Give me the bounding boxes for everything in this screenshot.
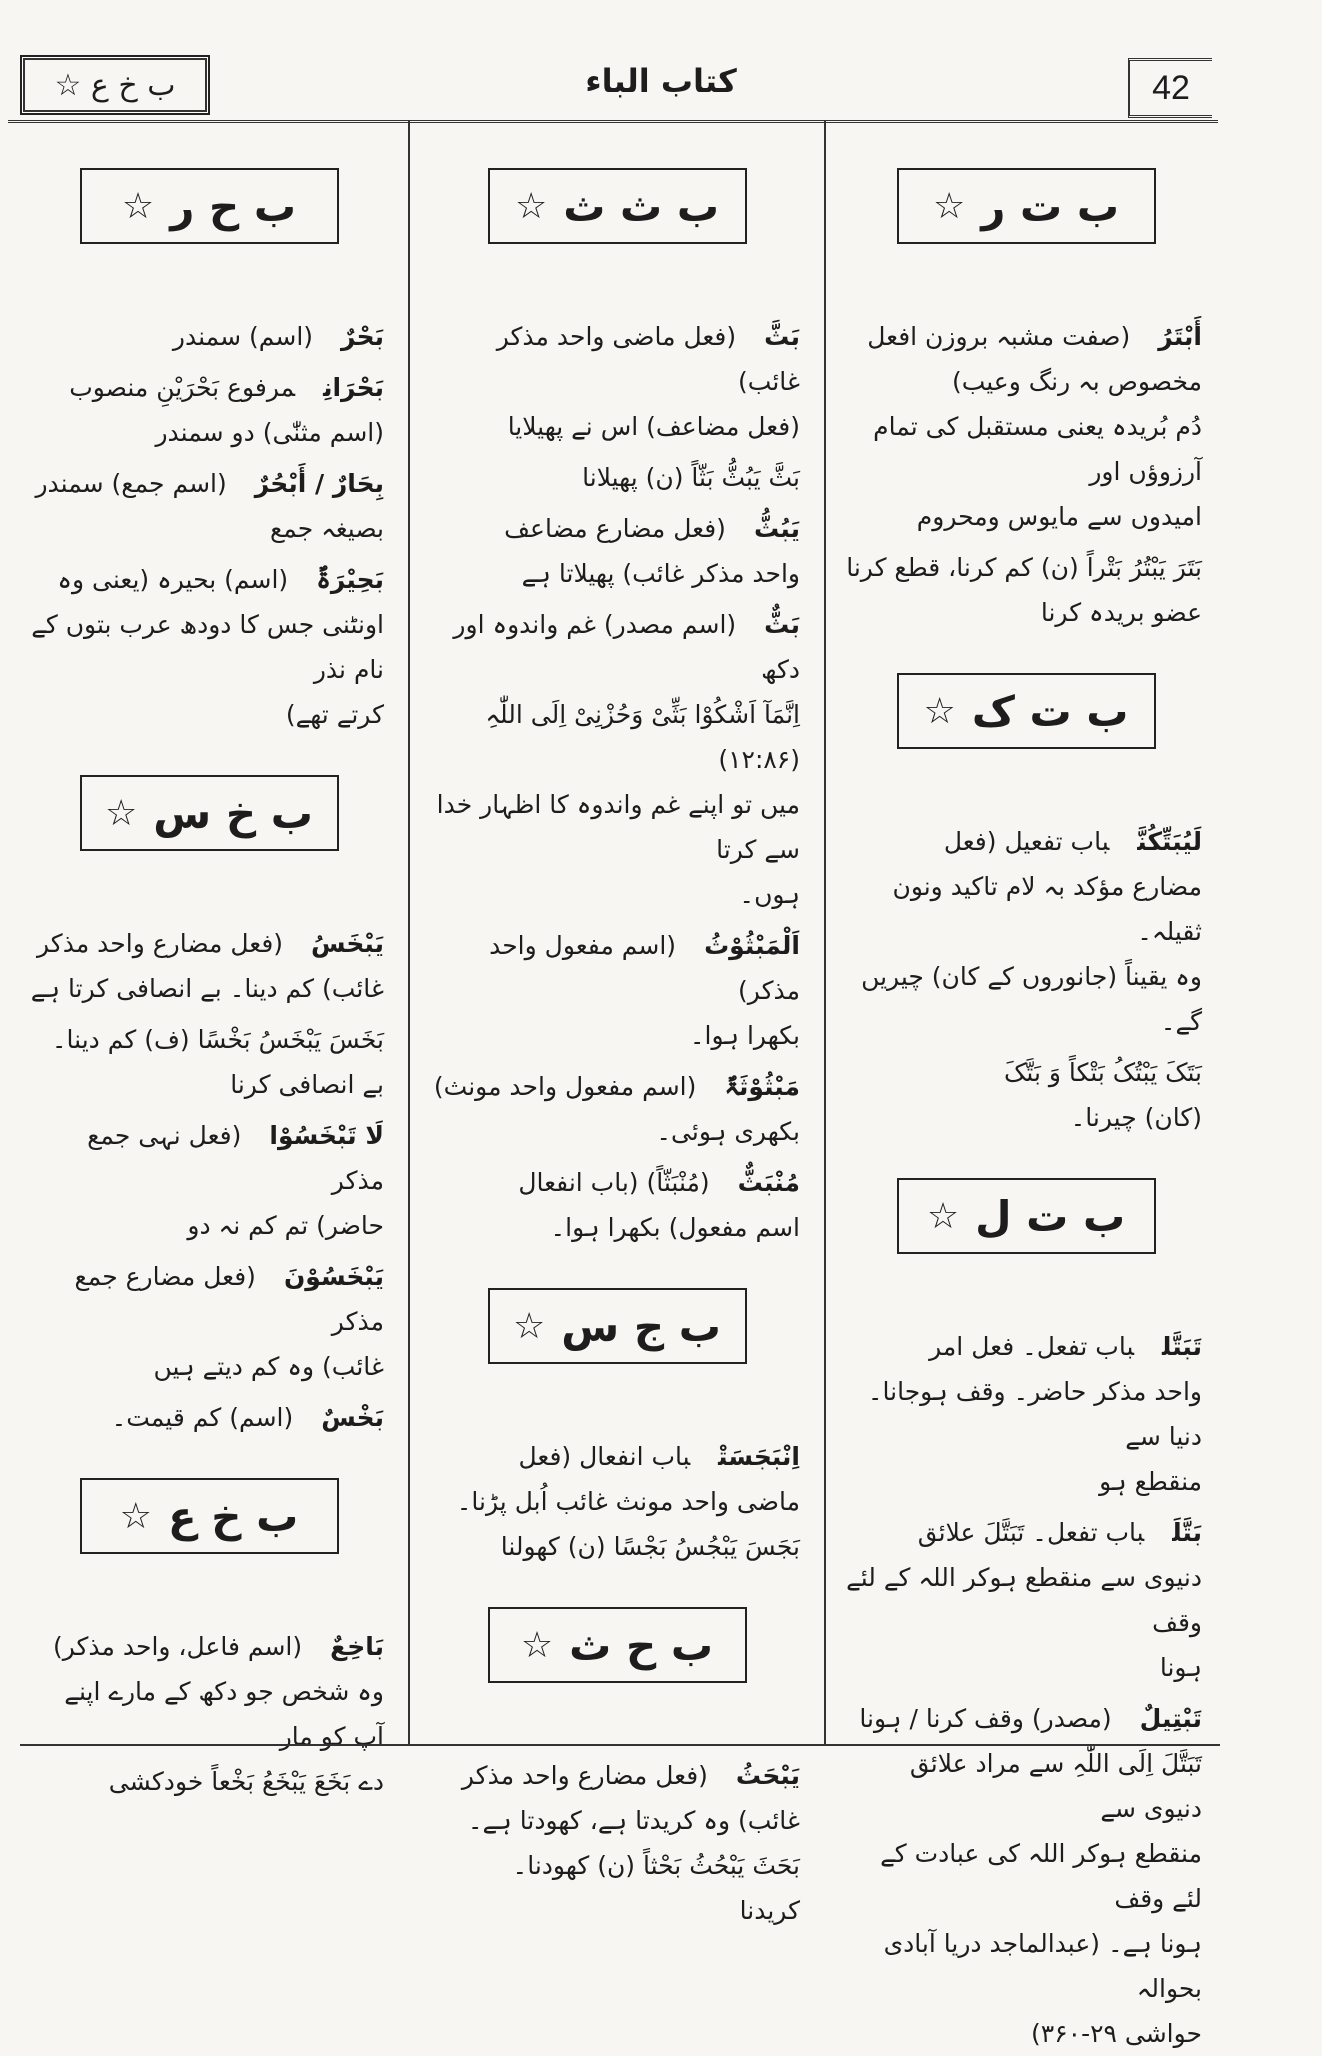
entry-line — [844, 1921, 1202, 2011]
entry-line — [28, 314, 384, 359]
entry-headword: اِنْبَجَسَتْ — [718, 1442, 800, 1471]
entry-text: (اسم مفعول واحد مذکر) — [489, 931, 800, 1005]
entry-line — [28, 1624, 384, 1669]
entry-line — [428, 1888, 800, 1933]
dictionary-entry — [10, 365, 408, 455]
page-number: 42 — [1128, 58, 1212, 118]
running-root: ب خ ع ☆ — [54, 67, 176, 103]
entry-line — [428, 1434, 800, 1479]
entry-text: مرفوع بَحْرَیْنِ منصوب — [69, 373, 296, 402]
entry-headword: تَبْتِیلٌ — [1139, 1704, 1202, 1733]
root-letters: ب ت ک — [971, 686, 1129, 736]
entry-line — [428, 1753, 800, 1798]
entry-text: بَجَسَ یَبْجُسُ بَجْسًا (ن) کھولنا — [500, 1532, 800, 1561]
entry-line — [28, 1113, 384, 1203]
entry-text: کریدنا — [739, 1896, 800, 1925]
entry-line — [28, 1017, 384, 1062]
entry-headword: بَتَّلَ — [1172, 1518, 1202, 1547]
root-heading — [488, 168, 747, 244]
entry-text: بَثَّ یَبُثُّ بَثّاً (ن) پھیلانا — [582, 463, 800, 492]
star-icon: ☆ — [926, 1195, 970, 1237]
entry-line — [844, 1696, 1202, 1741]
entry-line — [28, 921, 384, 966]
entry-headword: بَثٌّ — [764, 610, 800, 639]
entry-text: واحد مذکر حاضر۔ وقف ہوجانا۔ دنیا سے — [867, 1377, 1202, 1451]
root-heading — [897, 1178, 1156, 1254]
footer-rule — [20, 1744, 1220, 1746]
dictionary-entry — [10, 557, 408, 737]
root-heading — [488, 1607, 747, 1683]
entry-headword: یَبُثُّ — [753, 514, 800, 543]
entry-text: (۱۲:۸۶) — [718, 745, 800, 774]
star-icon: ☆ — [932, 185, 976, 227]
entry-text: (فعل مضاعف) اس نے پھیلایا — [507, 412, 800, 441]
entry-line — [844, 864, 1202, 954]
entry-headword: بَحِیْرَۃٌ — [316, 565, 384, 594]
entry-headword: بَاخِعٌ — [330, 1632, 384, 1661]
entry-line — [844, 1095, 1202, 1140]
entry-text: غائب) وہ کریدتا ہے، کھودتا ہے۔ — [467, 1806, 800, 1835]
column-left — [10, 130, 408, 1796]
entry-text: (اسم جمع) سمندر — [35, 469, 227, 498]
dictionary-entry — [10, 314, 408, 359]
entry-text: اِنَّمَآ اَشْکُوْا بَثِّیْ وَحُزْنِیْ اِلَی اللّٰہِ — [485, 700, 800, 729]
dictionary-entry — [826, 314, 1226, 539]
entry-text: باب تفعیل (فعل — [943, 827, 1110, 856]
entry-text: مخصوص بہ رنگ وعیب) — [951, 367, 1202, 396]
root-letters: ب ح ث — [569, 1620, 714, 1670]
entry-text: باب انفعال (فعل — [518, 1442, 691, 1471]
dictionary-entry — [10, 1624, 408, 1804]
entry-text: غائب) کم دینا۔ بے انصافی کرتا ہے — [30, 974, 384, 1003]
root-letters: ب ج س — [561, 1301, 721, 1351]
column-right — [826, 130, 1226, 2048]
root-letters: ب خ ع — [167, 1491, 299, 1541]
entry-line — [428, 1798, 800, 1843]
entry-text: بکھرا ہوا۔ — [689, 1021, 800, 1050]
entry-text: (اسم مفعول واحد مونث) — [433, 1072, 697, 1101]
entry-text: (اسم) بحیرہ (یعنی وہ — [57, 565, 289, 594]
root-letters: ب خ س — [153, 788, 313, 838]
dictionary-entry — [10, 921, 408, 1011]
entry-headword: بَحْرٌ — [341, 322, 384, 351]
entry-text: کرتے تھے) — [285, 700, 384, 729]
dictionary-entry — [410, 314, 824, 449]
entry-text: واحد مذکر غائب) پھیلاتا ہے — [521, 559, 800, 588]
entry-line — [428, 314, 800, 404]
entry-text: عضو بریدہ کرنا — [1040, 598, 1202, 627]
entry-text: بَتَکَ یَبْتُکُ بَتْکاً وَ بَتَّکَ — [1004, 1058, 1202, 1087]
star-icon: ☆ — [923, 690, 966, 732]
entry-text: ہوں۔ — [739, 880, 800, 909]
entry-line — [844, 1831, 1202, 1921]
entry-text: غائب) وہ کم دیتے ہیں — [153, 1352, 384, 1381]
root-heading — [80, 775, 339, 851]
entry-line — [428, 1109, 800, 1154]
dictionary-entry — [410, 1434, 824, 1569]
dictionary-entry — [410, 455, 824, 500]
star-icon: ☆ — [513, 1305, 556, 1347]
entry-headword: یَبْخَسُ — [311, 929, 384, 958]
entry-line — [428, 1160, 800, 1205]
entry-headword: لَیُبَتِّکُنَّ — [1137, 827, 1202, 856]
dictionary-entry — [826, 545, 1226, 635]
entry-headword: بَحْرَانِ — [323, 373, 384, 402]
entry-headword: یَبْحَثُ — [735, 1761, 800, 1790]
entry-line — [28, 966, 384, 1011]
entry-line — [428, 1843, 800, 1888]
entry-line — [428, 1013, 800, 1058]
dictionary-entry — [826, 1510, 1226, 1690]
entry-text: ماضی واحد مونث غائب اُبل پڑنا۔ — [456, 1487, 800, 1516]
entry-headword: مَبْثُوْثَۃٌ — [724, 1072, 800, 1101]
entry-line — [28, 1254, 384, 1344]
entry-line — [844, 1459, 1202, 1504]
entry-text: حاضر) تم کم نہ دو — [187, 1211, 384, 1240]
entry-text: (صفت مشبہ بروزن افعل — [867, 322, 1131, 351]
entry-text: (اسم مصدر) غم واندوہ اور دکھ — [453, 610, 800, 684]
entry-line — [428, 506, 800, 551]
root-heading — [897, 168, 1156, 244]
dictionary-entry — [826, 819, 1226, 1044]
entry-text: ہونا ہے۔ (عبدالماجد دریا آبادی بحوالہ — [883, 1929, 1202, 2003]
entry-line — [28, 692, 384, 737]
entry-line — [428, 1064, 800, 1109]
entry-line — [28, 1203, 384, 1248]
entry-headword: لَا تَبْخَسُوْا — [269, 1121, 384, 1150]
entry-text: اسم مفعول) بکھرا ہوا۔ — [550, 1213, 800, 1242]
star-icon: ☆ — [119, 1495, 162, 1537]
root-letters: ب ح ر — [170, 181, 297, 231]
entry-text: (فعل مضارع واحد مذکر — [461, 1761, 708, 1790]
entry-line — [428, 404, 800, 449]
entry-line — [428, 872, 800, 917]
entry-line — [844, 1324, 1202, 1369]
dictionary-entry — [10, 461, 408, 551]
entry-line — [428, 923, 800, 1013]
entry-text: میں تو اپنے غم واندوہ کا اظہار خدا سے کرتا — [436, 790, 800, 864]
entry-text: باب تفعل۔ فعل امر — [929, 1332, 1134, 1361]
dictionary-entry — [410, 602, 824, 917]
entry-line — [28, 557, 384, 602]
entry-text: تَبَتَّلَ اِلَی اللّٰہِ سے مراد علائق دنیوی سے — [909, 1749, 1202, 1823]
entry-line — [844, 494, 1202, 539]
entry-line — [428, 551, 800, 596]
entry-text: دے بَخَعَ یَبْخَعُ بَخْعاً خودکشی — [108, 1767, 384, 1796]
entry-line — [428, 1479, 800, 1524]
entry-text: (فعل نہی جمع مذکر — [87, 1121, 384, 1195]
entry-text: منقطع ہوکر اللہ کی عبادت کے لئے وقف — [880, 1839, 1202, 1913]
column-middle — [410, 130, 824, 1925]
entry-line — [844, 359, 1202, 404]
root-letters: ب ت ل — [975, 1191, 1126, 1241]
entry-text: (اسم) کم قیمت۔ — [111, 1403, 294, 1432]
dictionary-entry — [10, 1254, 408, 1389]
entry-text: بَخَسَ یَبْخَسُ بَخْسًا (ف) کم دینا۔ — [51, 1025, 384, 1054]
entry-line — [428, 782, 800, 872]
entry-text: وہ شخص جو دکھ کے مارے اپنے آپ کو مار — [64, 1677, 384, 1751]
entry-headword: یَبْخَسُوْنَ — [283, 1262, 384, 1291]
star-icon: ☆ — [121, 185, 165, 227]
entry-text: (مُنْبَثّاً) (باب انفعال — [518, 1168, 710, 1197]
entry-headword: اَلْمَبْثُوْثُ — [704, 931, 800, 960]
dictionary-entry — [826, 1324, 1226, 1504]
entry-line — [28, 461, 384, 506]
entry-text: دنیوی سے منقطع ہوکر اللہ کے لئے وقف — [846, 1563, 1202, 1637]
entry-headword: أَبْتَرُ — [1158, 322, 1202, 351]
entry-line — [844, 819, 1202, 864]
entry-line — [28, 365, 384, 410]
entry-line — [28, 1062, 384, 1107]
root-heading — [80, 168, 339, 244]
entry-headword: مُنْبَثٌّ — [737, 1168, 800, 1197]
root-heading — [897, 673, 1156, 749]
entry-text: (کان) چیرنا۔ — [1070, 1103, 1202, 1132]
entry-text: منقطع ہو — [1099, 1467, 1202, 1496]
entry-line — [844, 1645, 1202, 1690]
dictionary-entry — [10, 1113, 408, 1248]
entry-line — [428, 1524, 800, 1569]
entry-line — [28, 602, 384, 692]
dictionary-entry — [410, 1064, 824, 1154]
entry-text: امیدوں سے مایوس ومحروم — [916, 502, 1202, 531]
entry-text: (فعل ماضی واحد مذکر غائب) — [496, 322, 800, 396]
entry-line — [844, 1050, 1202, 1095]
entry-line — [844, 2011, 1202, 2056]
entry-line — [28, 410, 384, 455]
entry-headword: بِحَارٌ / أَبْحُرٌ — [254, 469, 384, 498]
dictionary-entry — [826, 1050, 1226, 1140]
entry-text: (اسم مثنّٰی) دو سمندر — [155, 418, 384, 447]
entry-text: (فعل مضارع واحد مذکر — [37, 929, 284, 958]
entry-text: بَحَثَ یَبْحُثُ بَحْثاً (ن) کھودنا۔ — [512, 1851, 800, 1880]
dictionary-entry — [410, 923, 824, 1058]
entry-line — [844, 1741, 1202, 1831]
star-icon: ☆ — [520, 1624, 564, 1666]
star-icon: ☆ — [514, 185, 558, 227]
entry-text: بکھری ہوئی۔ — [656, 1117, 800, 1146]
entry-line — [428, 1205, 800, 1250]
entry-line — [28, 1344, 384, 1389]
entry-text: (فعل مضارع جمع مذکر — [74, 1262, 384, 1336]
root-letters: ب ث ث — [563, 181, 720, 231]
entry-text: (مصدر) وقف کرنا / ہونا — [859, 1704, 1112, 1733]
entry-line — [844, 1369, 1202, 1459]
entry-text: وہ یقیناً (جانوروں کے کان) چیریں گے۔ — [861, 962, 1202, 1036]
entry-line — [844, 1510, 1202, 1555]
entry-text: بَتَرَ یَبْتُرُ بَتْراً (ن) کم کرنا، قطع کرنا — [846, 553, 1202, 582]
root-letters: ب ت ر — [981, 181, 1120, 231]
entry-text: ہونا — [1159, 1653, 1202, 1682]
book-title: كتاب الباء — [585, 62, 737, 100]
header-rule — [8, 120, 1218, 123]
entry-line — [844, 590, 1202, 635]
entry-text: مضارع مؤکد بہ لام تاکید ونون ثقیلہ۔ — [892, 872, 1202, 946]
dictionary-entry — [10, 1395, 408, 1440]
entry-line — [28, 1395, 384, 1440]
entry-text: (اسم) سمندر — [172, 322, 314, 351]
dictionary-entry — [410, 1753, 824, 1933]
dictionary-entry — [826, 1696, 1226, 2056]
entry-text: باب تفعل۔ تَبَتَّلَ علائق — [917, 1518, 1145, 1547]
entry-text: بے انصافی کرنا — [230, 1070, 384, 1099]
entry-text: حواشی ۲۹-۳۶۰) — [1031, 2019, 1202, 2048]
entry-text: دُم بُریدہ یعنی مستقبل کی تمام آرزوؤں اور — [873, 412, 1202, 486]
entry-line — [428, 602, 800, 692]
entry-line — [844, 954, 1202, 1044]
entry-line — [428, 737, 800, 782]
entry-text: اونٹنی جس کا دودھ عرب بتوں کے نام نذر — [31, 610, 384, 684]
entry-headword: بَثَّ — [764, 322, 800, 351]
entry-line — [844, 314, 1202, 359]
entry-text: (اسم فاعل، واحد مذکر) — [52, 1632, 303, 1661]
dictionary-entry — [410, 1160, 824, 1250]
entry-line — [844, 1555, 1202, 1645]
entry-text: بصیغہ جمع — [269, 514, 384, 543]
entry-line — [844, 545, 1202, 590]
entry-line — [844, 404, 1202, 494]
page-header — [0, 0, 1322, 125]
root-heading — [80, 1478, 339, 1554]
dictionary-entry — [10, 1017, 408, 1107]
entry-line — [428, 692, 800, 737]
star-icon: ☆ — [105, 792, 148, 834]
dictionary-entry — [410, 506, 824, 596]
entry-headword: تَبَتَّل — [1161, 1332, 1202, 1361]
root-heading — [488, 1288, 747, 1364]
entry-line — [28, 1759, 384, 1804]
entry-headword: بَخْسٌ — [321, 1403, 384, 1432]
entry-line — [28, 506, 384, 551]
entry-line — [428, 455, 800, 500]
entry-text: (فعل مضارع مضاعف — [504, 514, 726, 543]
